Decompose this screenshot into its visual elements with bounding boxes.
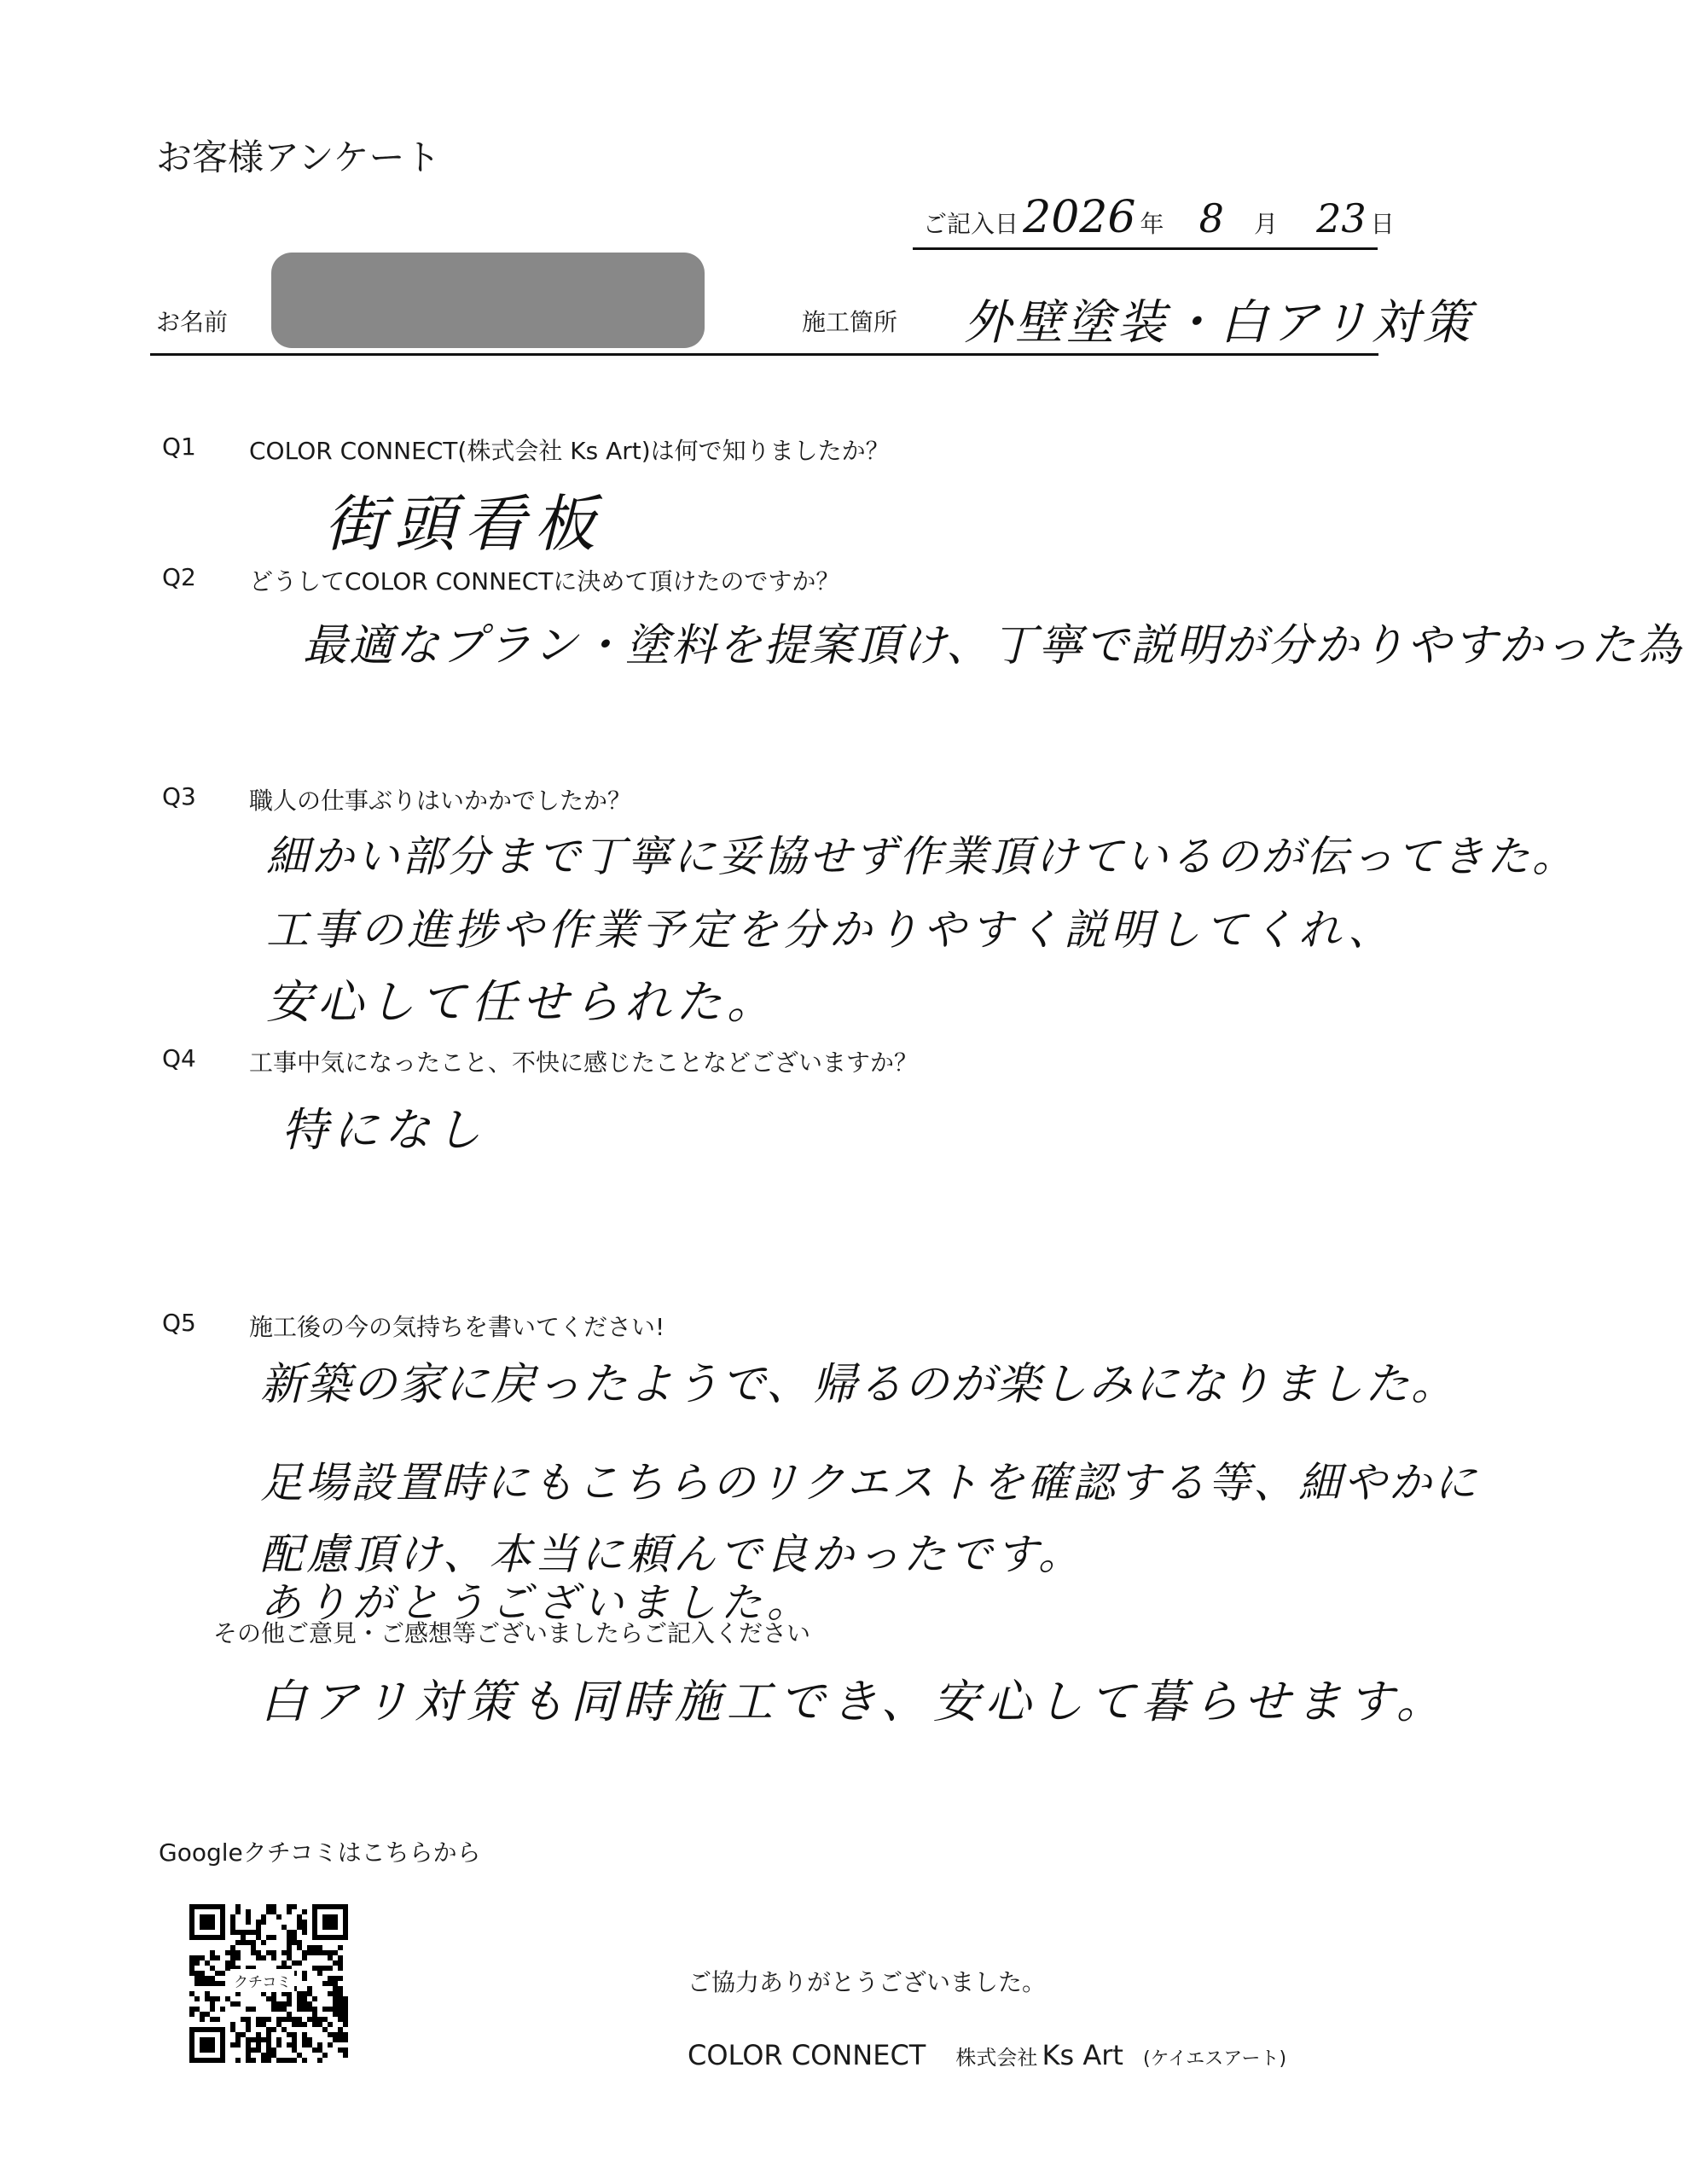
company-prefix: 株式会社 (955, 2046, 1038, 2070)
answer-line: 特になし (281, 1103, 486, 1157)
qr-center-label: クチコミ (230, 1969, 294, 1992)
question-text: どうしてCOLOR CONNECTに決めて頂けたのですか？ (249, 567, 840, 595)
company-name: Ks Art (1042, 2039, 1123, 2071)
other-comments-label: その他ご意見・ご感想等ございましたらご記入ください (213, 1619, 811, 1647)
question-number: Q3 (162, 782, 196, 810)
question-number: Q1 (162, 433, 196, 461)
redacted-name-box (271, 253, 705, 348)
date-month: 8 (1198, 195, 1224, 241)
question-text: 施工後の今の気持ちを書いてください! (249, 1313, 665, 1341)
site-label: 施工箇所 (802, 308, 898, 336)
date-field (923, 192, 1395, 243)
company-kana: (ケイエスアート) (1143, 2048, 1287, 2070)
answer-line: 足場設置時にもこちらのリクエストを確認する等、細やかに (260, 1458, 1479, 1507)
answer-line: 細かい部分まで丁寧に妥協せず作業頂けているのが伝ってきた。 (266, 832, 1577, 881)
answer-line: 安心して任せられた。 (266, 975, 778, 1029)
date-year: 2026 (1023, 192, 1136, 243)
date-day-unit: 日 (1370, 210, 1395, 238)
question-number: Q2 (162, 563, 196, 591)
header-rule (150, 353, 1378, 356)
date-day: 23 (1316, 195, 1367, 241)
name-label: お名前 (156, 308, 229, 336)
date-label: ご記入日 (923, 210, 1019, 238)
answer-line: 工事の進捗や作業予定を分かりやすく説明してくれ、 (266, 905, 1395, 955)
question-number: Q4 (162, 1044, 196, 1072)
question-text: 工事中気になったこと、不快に感じたことなどございますか？ (249, 1048, 919, 1077)
answer-line: 新築の家に戻ったようで、帰るのが楽しみになりました。 (260, 1359, 1457, 1410)
page-title: お客様アンケート (156, 136, 441, 178)
other-comments-answer: 白アリ対策も同時施工でき、安心して暮らせます。 (260, 1675, 1448, 1728)
answer-line: 街頭看板 (324, 488, 605, 560)
date-month-unit: 月 (1254, 210, 1279, 238)
site-value: 外壁塗装・白アリ対策 (964, 295, 1474, 351)
qr-code[interactable] (189, 1904, 348, 2063)
answer-line: 配慮頂け、本当に頼んで良かったです。 (260, 1530, 1084, 1579)
thanks-message: ご協力ありがとうございました。 (688, 1968, 1047, 1996)
answer-line: ありがとうございました。 (260, 1579, 814, 1627)
question-text: 職人の仕事ぶりはいかかでしたか？ (249, 787, 632, 815)
answer-line: 最適なプラン・塗料を提案頂け、丁寧で説明が分かりやすかった為 (303, 620, 1683, 671)
question-number: Q5 (162, 1309, 196, 1337)
question-text: COLOR CONNECT(株式会社 Ks Art)は何で知りましたか？ (249, 437, 890, 465)
date-year-unit: 年 (1140, 210, 1164, 238)
google-review-label: Googleクチコミはこちらから (159, 1838, 481, 1867)
brand-name: COLOR CONNECT (688, 2039, 926, 2071)
date-underline (913, 247, 1378, 250)
company-line (688, 2039, 1286, 2071)
